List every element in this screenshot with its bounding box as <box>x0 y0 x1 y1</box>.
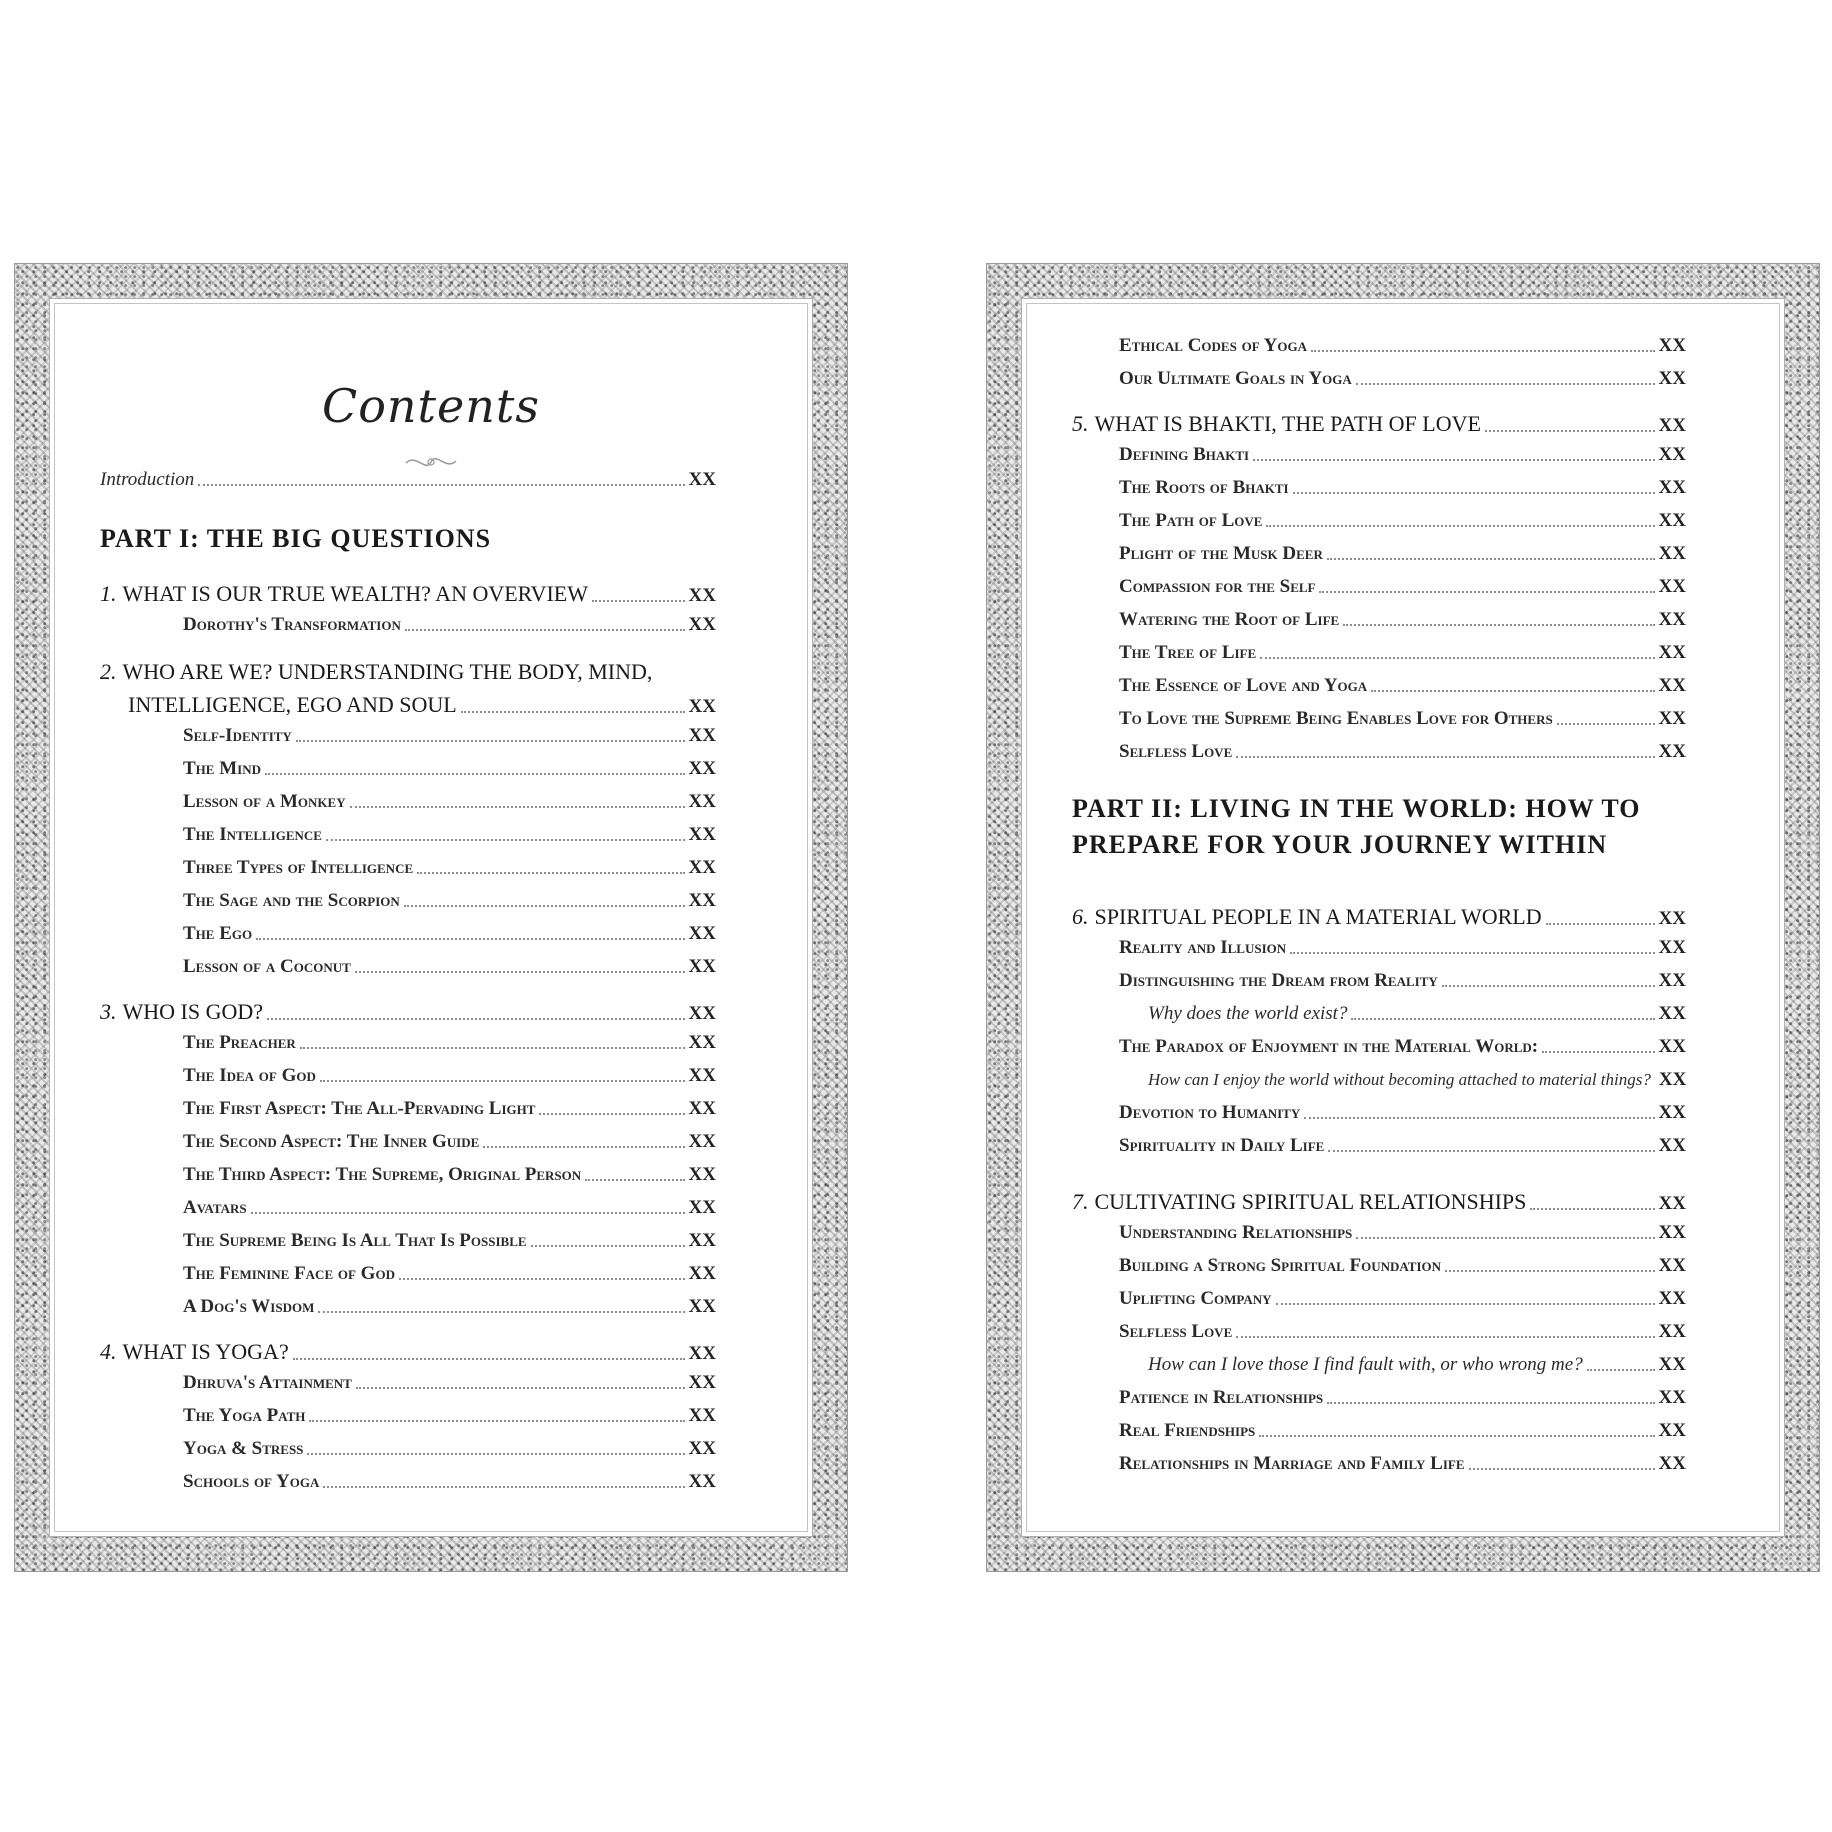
toc-item[interactable]: To Love the Supreme Being Enables Love for Others XX <box>1119 708 1686 729</box>
toc-item[interactable]: Three Types of Intelligence XX <box>183 857 716 878</box>
toc-item[interactable]: Avatars XX <box>183 1197 716 1218</box>
toc-item[interactable]: The Feminine Face of God XX <box>183 1263 716 1284</box>
toc-subitem[interactable]: How can I love those I find fault with, or who wrong me? XX <box>1148 1354 1686 1375</box>
toc-item[interactable]: Relationships in Marriage and Family Life XX <box>1119 1453 1686 1474</box>
left-page-inner <box>49 298 813 1537</box>
toc-item[interactable]: Schools of Yoga XX <box>183 1471 716 1492</box>
toc-item[interactable]: Compassion for the Self XX <box>1119 576 1686 597</box>
toc-chapter-2-line1[interactable]: 2. WHO ARE WE? UNDERSTANDING THE BODY, MIND, <box>100 659 653 684</box>
toc-item[interactable]: Plight of the Musk Deer XX <box>1119 543 1686 564</box>
toc-item[interactable]: The Tree of Life XX <box>1119 642 1686 663</box>
toc-item[interactable]: The Mind XX <box>183 758 716 779</box>
toc-item[interactable]: The Path of Love XX <box>1119 510 1686 531</box>
toc-chapter-2[interactable]: INTELLIGENCE, EGO AND SOUL XX <box>128 692 716 717</box>
toc-intro[interactable]: Introduction XX <box>100 469 716 490</box>
toc-item[interactable]: The Second Aspect: The Inner Guide XX <box>183 1131 716 1152</box>
toc-item[interactable]: The Roots of Bhakti XX <box>1119 477 1686 498</box>
toc-item[interactable]: Understanding Relationships XX <box>1119 1222 1686 1243</box>
toc-item[interactable]: Self-Identity XX <box>183 725 716 746</box>
toc-chapter-7[interactable]: 7. CULTIVATING SPIRITUAL RELATIONSHIPS XX <box>1072 1189 1686 1214</box>
toc-item[interactable]: The Essence of Love and Yoga XX <box>1119 675 1686 696</box>
toc-item[interactable]: Building a Strong Spiritual Foundation XX <box>1119 1255 1686 1276</box>
toc-item[interactable]: Watering the Root of Life XX <box>1119 609 1686 630</box>
toc-item[interactable]: Selfless Love XX <box>1119 741 1686 762</box>
toc-item[interactable]: Patience in Relationships XX <box>1119 1387 1686 1408</box>
toc-item[interactable]: The Preacher XX <box>183 1032 716 1053</box>
toc-item[interactable]: The Sage and the Scorpion XX <box>183 890 716 911</box>
toc-subitem[interactable]: Why does the world exist? XX <box>1148 1003 1686 1024</box>
toc-item[interactable]: The Paradox of Enjoyment in the Material World: XX <box>1119 1036 1686 1057</box>
contents-title: Contents <box>322 379 540 433</box>
toc-chapter-1[interactable]: 1. WHAT IS OUR TRUE WEALTH? AN OVERVIEW XX <box>100 581 716 606</box>
toc-item[interactable]: Yoga & Stress XX <box>183 1438 716 1459</box>
toc-item[interactable]: The Idea of God XX <box>183 1065 716 1086</box>
toc-item[interactable]: Ethical Codes of Yoga XX <box>1119 335 1686 356</box>
left-page <box>14 263 848 1572</box>
toc-subitem[interactable]: How can I enjoy the world without becoming attached to material things? XX <box>1148 1069 1687 1090</box>
toc-item[interactable]: Uplifting Company XX <box>1119 1288 1686 1309</box>
toc-item[interactable]: Lesson of a Monkey XX <box>183 791 716 812</box>
part-2-heading: PART II: LIVING IN THE WORLD: HOW TO PREPARE FOR YOUR JOURNEY WITHIN <box>1072 794 1641 859</box>
toc-chapter-6[interactable]: 6. SPIRITUAL PEOPLE IN A MATERIAL WORLD XX <box>1072 904 1686 929</box>
toc-item[interactable]: Dhruva's Attainment XX <box>183 1372 716 1393</box>
toc-chapter-4[interactable]: 4. WHAT IS YOGA? XX <box>100 1339 716 1364</box>
toc-item[interactable]: The Yoga Path XX <box>183 1405 716 1426</box>
toc-item[interactable]: Dorothy's Transformation XX <box>183 614 716 635</box>
toc-chapter-3[interactable]: 3. WHO IS GOD? XX <box>100 999 716 1024</box>
toc-item[interactable]: The Supreme Being Is All That Is Possible XX <box>183 1230 716 1251</box>
right-page <box>986 263 1820 1572</box>
right-page-inner <box>1021 298 1785 1537</box>
toc-item[interactable]: Defining Bhakti XX <box>1119 444 1686 465</box>
toc-item[interactable]: Lesson of a Coconut XX <box>183 956 716 977</box>
toc-item[interactable]: Devotion to Humanity XX <box>1119 1102 1686 1123</box>
toc-item[interactable]: A Dog's Wisdom XX <box>183 1296 716 1317</box>
toc-item[interactable]: The Intelligence XX <box>183 824 716 845</box>
toc-item[interactable]: Selfless Love XX <box>1119 1321 1686 1342</box>
toc-item[interactable]: The Ego XX <box>183 923 716 944</box>
toc-item[interactable]: The First Aspect: The All-Pervading Light XX <box>183 1098 716 1119</box>
toc-item[interactable]: Real Friendships XX <box>1119 1420 1686 1441</box>
part-1-heading: PART I: THE BIG QUESTIONS <box>100 524 492 553</box>
toc-item[interactable]: Distinguishing the Dream from Reality XX <box>1119 970 1686 991</box>
toc-item[interactable]: Reality and Illusion XX <box>1119 937 1686 958</box>
toc-item[interactable]: Spirituality in Daily Life XX <box>1119 1135 1686 1156</box>
toc-chapter-5[interactable]: 5. WHAT IS BHAKTI, THE PATH OF LOVE XX <box>1072 411 1686 436</box>
toc-item[interactable]: Our Ultimate Goals in Yoga XX <box>1119 368 1686 389</box>
toc-item[interactable]: The Third Aspect: The Supreme, Original Person XX <box>183 1164 716 1185</box>
